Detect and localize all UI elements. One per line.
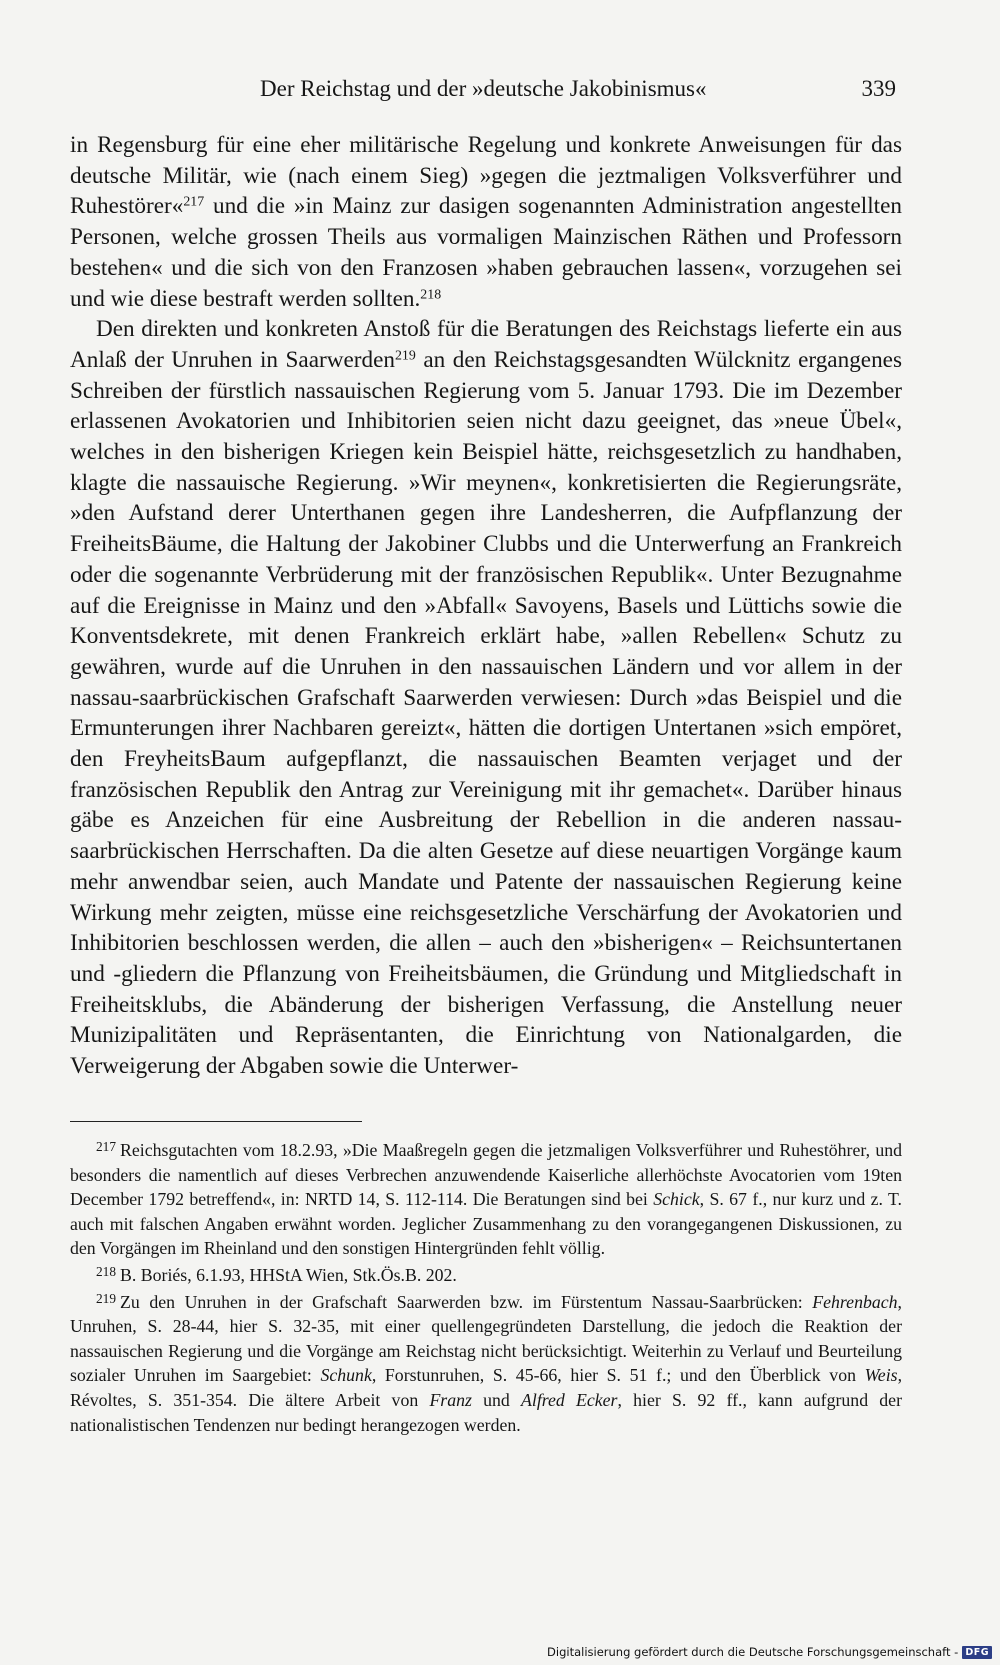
paragraph bbox=[70, 314, 902, 1082]
footnote-number: 217 bbox=[96, 1139, 117, 1155]
text-run: und bbox=[471, 1389, 522, 1410]
footnote-reference: 218 bbox=[420, 286, 442, 302]
cited-author: Schunk bbox=[320, 1365, 372, 1386]
text-run: , Forstunruhen, S. 45-66, hier S. 51 f.; und den Überblick von bbox=[371, 1365, 865, 1386]
page-number: 339 bbox=[861, 76, 896, 101]
footnote bbox=[70, 1290, 902, 1438]
page-header bbox=[70, 68, 902, 108]
digitization-credit bbox=[547, 1645, 992, 1659]
paragraph bbox=[70, 130, 902, 314]
cited-author: Schick bbox=[653, 1189, 700, 1210]
footnote bbox=[70, 1263, 902, 1288]
footnote-number: 219 bbox=[96, 1290, 117, 1306]
text-run: , S. 67 f., nur kurz und z. T. auch mit falschen Angaben erwähnt worden. Jeglicher Zusammenhang zu den vorangegangenen Diskussionen, zu den Vorgängen im Rheinland und den sonstigen Hintergründen fehlt völlig. bbox=[70, 1189, 902, 1259]
footnotes bbox=[70, 1138, 902, 1439]
text-run: Zu den Unruhen in der Grafschaft Saarwerden bzw. im Fürstentum Nassau-Saarbrücken: bbox=[120, 1291, 813, 1312]
cited-author: Weis bbox=[864, 1365, 898, 1386]
text-run: B. Boriés, 6.1.93, HHStA Wien, Stk.Ös.B. 202. bbox=[120, 1264, 457, 1285]
cited-author: Alfred Ecker bbox=[521, 1389, 618, 1410]
body-text bbox=[70, 130, 902, 1082]
text-run: an den Reichstagsgesandten Wülcknitz ergangenes Schreiben der fürstlich nassauischen Regierung vom 5. Januar 1793. Die im Dezember erlassenen Avokatorien und Inhibitorien seien nicht dazu geeignet, das »neue Übel«, welches in den bisherigen Kriegen kein Beispiel hätte, reichsgesetzlich zu handhaben, klagte die nassauische Regierung. »Wir meynen«, konkretisierten die Regierungsräte, »den Aufstand derer Unterthanen gegen ihre Landesherren, die Aufpflanzung der FreiheitsBäume, die Haltung der Jakobiner Clubbs und die Unterwerfung an Frankreich oder die sogenannte Verbrüderung mit der französischen Republik«. Unter Bezugnahme auf die Ereignisse in Mainz und den »Abfall« Savoyens, Basels und Lüttichs sowie die Konventsdekrete, mit denen Frankreich erklärt habe, »allen Rebellen« Schutz zu gewähren, wurde auf die Unruhen in den nassauischen Ländern und vor allem in der nassau-saarbrückischen Grafschaft Saarwerden verwiesen: Durch »das Beispiel und die Ermunterungen ihrer Nachbaren gereizt«, hätten die dortigen Untertanen »sich empöret, den FreyheitsBaum aufgepflanzt, die nassauischen Beamten verjaget und der französischen Republik den Antrag zur Vereinigung mit ihr gemachet«. Darüber hinaus gäbe es Anzeichen für eine Ausbreitung der Rebellion in die anderen nassau-saarbrückischen Herrschaften. Da die alten Gesetze auf diese neuartigen Vorgänge kaum mehr anwendbar seien, auch Mandate und Patente der nassauischen Regierung keine Wirkung mehr zeigten, müsse eine reichsgesetzliche Verschärfung der Avokatorien und Inhibitorien beschlossen werden, die allen – auch den »bisherigen« – Reichsuntertanen und -gliedern die Pflanzung von Freiheitsbäumen, die Gründung und Mitgliedschaft in Freiheitsklubs, die Abänderung der bisherigen Verfassung, die Anstellung neuer Munizipalitäten und Repräsentanten, die Einrichtung von Nationalgarden, die Verweigerung der Abgaben sowie die Unterwer- bbox=[70, 346, 902, 1080]
text-run: , Unruhen, S. 28-44, hier S. 32-35, mit einer quellengegründeten Darstellung, die jedoch die Reaktion der nassauischen Regierung und die Vorgänge am Reichstag nicht berücksichtigt. Weiterhin zu Verlauf und Beurteilung sozialer Unruhen im Saargebiet: bbox=[70, 1291, 902, 1386]
credit-text: Digitalisierung gefördert durch die Deutsche Forschungsgemeinschaft - bbox=[547, 1645, 959, 1659]
cited-author: Fehrenbach bbox=[812, 1291, 898, 1312]
text-run: und die »in Mainz zur dasigen sogenannten Administration angestellten Personen, welche grossen Theils aus vormaligen Mainzischen Räthen und Professorn bestehen« und die sich von den Franzosen »haben gebrauchen lassen«, vorzugehen sei und wie diese bestraft werden sollten. bbox=[70, 193, 902, 312]
footnote-separator bbox=[70, 1121, 362, 1122]
cited-author: Franz bbox=[429, 1389, 472, 1410]
footnote bbox=[70, 1138, 902, 1261]
running-title: Der Reichstag und der »deutsche Jakobinismus« bbox=[260, 76, 707, 101]
footnote-number: 218 bbox=[96, 1264, 117, 1280]
footnote-reference: 219 bbox=[394, 348, 416, 364]
dfg-logo: DFG bbox=[962, 1646, 992, 1659]
text-run: in Regensburg für eine eher militärische Regelung und konkrete Anweisungen für das deutsche Militär, wie (nach einem Sieg) »gegen die jeztmaligen Volksverführer und Ruhestörer« bbox=[70, 132, 902, 220]
text-run: , Révoltes, S. 351-354. Die ältere Arbeit von bbox=[70, 1365, 903, 1410]
text-run: Reichsgutachten vom 18.2.93, »Die Maaßregeln gegen die jetzmaligen Volksverführer und Ruhestöhrer, und besonders die namentlich auf dieses Verbrechen anzuwendende Kaiserliche allerhöchste Avocatorien vom 19ten December 1792 betreffend«, in: NRTD 14, S. 112-114. Die Beratungen sind bei bbox=[70, 1140, 902, 1210]
text-run: , hier S. 92 ff., kann aufgrund der nationalistischen Tendenzen nur bedingt herangezogen werden. bbox=[70, 1389, 902, 1435]
footnote-reference: 217 bbox=[183, 194, 205, 210]
text-run: Den direkten und konkreten Anstoß für die Beratungen des Reichstags lieferte ein aus Anlaß der Unruhen in Saarwerden bbox=[70, 316, 902, 373]
